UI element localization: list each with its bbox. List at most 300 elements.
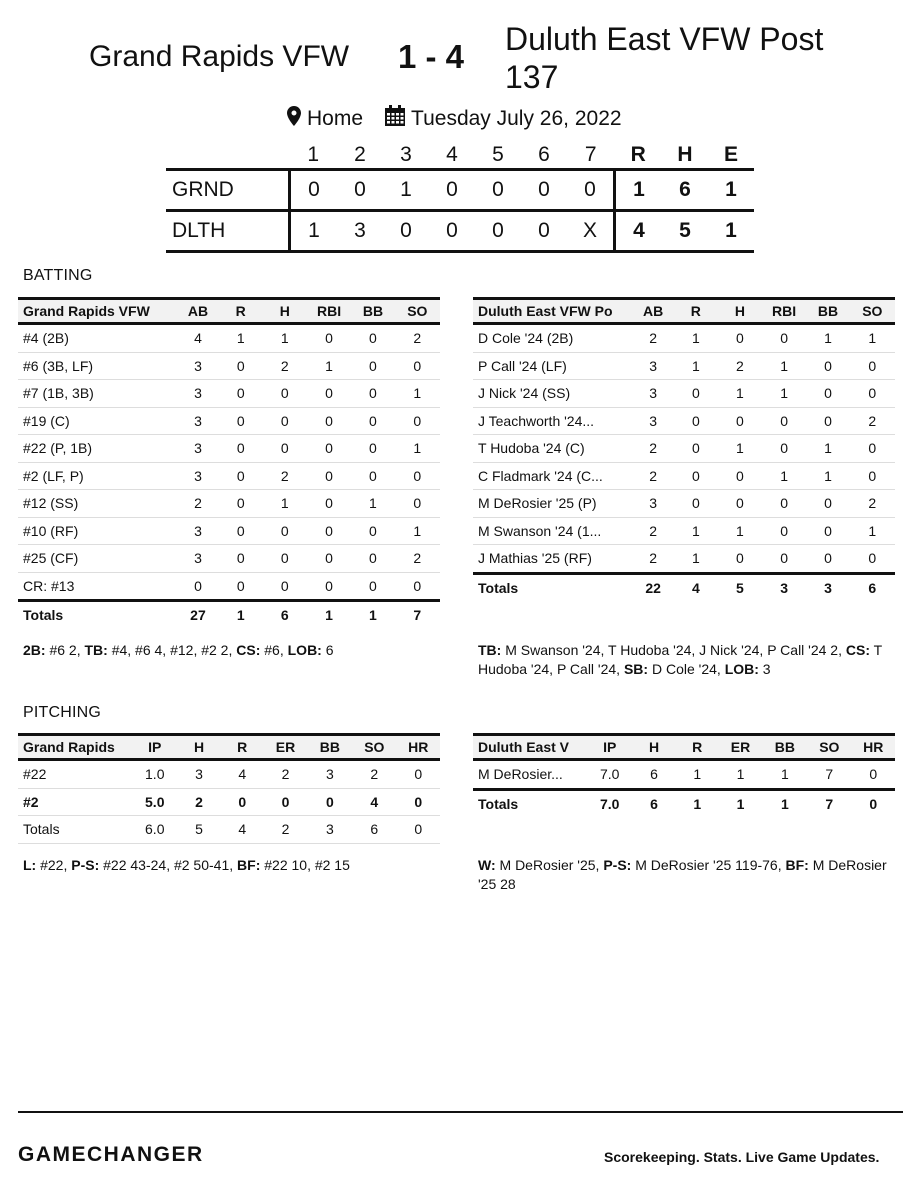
stat-cell: 1	[762, 380, 806, 408]
map-pin-icon	[287, 106, 301, 132]
player-name: C Fladmark '24 (C...	[473, 462, 632, 490]
totals-row	[18, 601, 440, 629]
stat-cell: 3	[632, 490, 673, 518]
total-cell: 0	[852, 789, 895, 817]
stat-cell: 1	[850, 324, 895, 353]
total-cell: 6	[850, 573, 895, 601]
table-header-row	[473, 735, 895, 760]
linescore-header-row	[166, 142, 754, 170]
stat-cell: 2	[263, 760, 307, 789]
total-cell: 7	[807, 789, 851, 817]
inning-score: 0	[567, 170, 615, 211]
total-cell: 1	[307, 601, 351, 629]
column-header: H	[718, 299, 762, 324]
column-header: SO	[807, 735, 851, 760]
column-header: H	[632, 735, 676, 760]
note-text: #6 2,	[45, 642, 85, 658]
inning-score: 0	[429, 170, 475, 211]
stat-cell: 2	[177, 788, 221, 816]
total-cell: 7	[395, 601, 440, 629]
stat-cell: 6	[352, 816, 396, 844]
total-cell: 3	[806, 573, 849, 601]
stat-cell: 3	[177, 352, 218, 380]
table-row	[18, 760, 440, 789]
player-name: J Mathias '25 (RF)	[473, 545, 632, 574]
stat-cell: 3	[177, 462, 218, 490]
note-text: #4, #6 4, #12, #2 2,	[107, 642, 237, 658]
stat-cell: 2	[632, 324, 673, 353]
inning-score: 1	[383, 170, 429, 211]
stat-cell: 2	[352, 760, 396, 789]
stat-cell: 3	[177, 545, 218, 573]
note-label: TB:	[478, 642, 502, 658]
player-name: #10 (RF)	[18, 517, 177, 545]
table-row	[18, 324, 440, 353]
table-row	[18, 788, 440, 816]
stat-cell: 0	[351, 324, 394, 353]
stat-cell: 3	[177, 380, 218, 408]
stat-cell: 1	[763, 760, 807, 790]
stat-cell: 2	[632, 462, 673, 490]
stat-cell: 1	[674, 545, 718, 574]
table-row	[473, 352, 895, 380]
stat-cell: 5.0	[133, 788, 177, 816]
total-cell: 7.0	[588, 789, 632, 817]
inning-score: X	[567, 211, 615, 252]
game-info	[287, 105, 622, 132]
column-header: R	[674, 299, 718, 324]
column-header: H	[263, 299, 307, 324]
stat-cell: 0	[351, 462, 394, 490]
player-name: Totals	[18, 816, 133, 844]
inning-header: 7	[584, 143, 597, 166]
inning-header: 3	[400, 143, 412, 166]
player-name: #2	[18, 788, 133, 816]
inning-score: 3	[337, 211, 383, 252]
player-name: T Hudoba '24 (C)	[473, 435, 632, 463]
stat-cell: 0	[762, 324, 806, 353]
stat-cell: 0	[307, 545, 351, 573]
table-row	[18, 545, 440, 573]
note-label: P-S:	[71, 857, 100, 873]
linescore-row-away	[166, 170, 754, 211]
note-label: CS:	[845, 642, 870, 658]
stat-cell: 0	[806, 517, 849, 545]
stat-cell: 0	[263, 380, 307, 408]
stat-cell: 0	[263, 435, 307, 463]
note-text: #22,	[36, 857, 72, 873]
table-row	[473, 517, 895, 545]
stat-cell: 0	[762, 490, 806, 518]
hits-total: 6	[662, 170, 708, 211]
inning-header: 5	[492, 143, 504, 166]
player-name: J Nick '24 (SS)	[473, 380, 632, 408]
runs-total: 1	[615, 170, 663, 211]
stat-cell: 0	[762, 517, 806, 545]
stat-cell: 5	[177, 816, 221, 844]
note-label: LOB:	[287, 642, 322, 658]
column-header: ER	[263, 735, 307, 760]
inning-score: 0	[521, 170, 567, 211]
stat-cell: 0	[219, 572, 263, 601]
stat-cell: 0	[674, 380, 718, 408]
total-cell: 1	[718, 789, 762, 817]
inning-score: 0	[337, 170, 383, 211]
table-row	[18, 435, 440, 463]
stat-cell: 2	[263, 352, 307, 380]
stat-cell: 0	[397, 760, 440, 789]
stat-cell: 1	[676, 760, 718, 790]
inning-header: 2	[354, 143, 366, 166]
table-row	[18, 572, 440, 601]
stat-cell: 0	[718, 407, 762, 435]
stat-cell: 0	[263, 572, 307, 601]
hits-header: H	[677, 143, 693, 166]
player-name: M DeRosier '25 (P)	[473, 490, 632, 518]
inning-score: 0	[475, 170, 521, 211]
stat-cell: 0	[806, 380, 849, 408]
table-row	[473, 462, 895, 490]
stat-cell: 3	[177, 517, 218, 545]
total-cell: 1	[219, 601, 263, 629]
linescore-row-home	[166, 211, 754, 252]
stat-cell: 0	[219, 435, 263, 463]
totals-row	[473, 573, 895, 601]
note-label: LOB:	[724, 661, 759, 677]
inning-header: 4	[446, 143, 458, 166]
stat-cell: 0	[219, 407, 263, 435]
stat-cell: 2	[632, 517, 673, 545]
stat-cell: 1	[395, 380, 440, 408]
stat-cell: 0	[263, 545, 307, 573]
stat-cell: 0	[674, 407, 718, 435]
stat-cell: 0	[397, 816, 440, 844]
note-text: M DeRosier '25 28	[478, 857, 887, 892]
stat-cell: 0	[263, 517, 307, 545]
note-label: BF:	[237, 857, 261, 873]
table-header-row	[473, 299, 895, 324]
pitching-notes-away	[23, 856, 433, 875]
note-text: M DeRosier '25 119-76,	[631, 857, 786, 873]
stat-cell: 6	[632, 760, 676, 790]
stat-cell: 0	[308, 788, 352, 816]
stat-cell: 3	[632, 352, 673, 380]
footer-divider	[18, 1111, 903, 1113]
table-team-header: Grand Rapids	[18, 735, 133, 760]
column-header: BB	[351, 299, 394, 324]
stat-cell: 7	[807, 760, 851, 790]
table-row	[473, 490, 895, 518]
stat-cell: 1	[263, 324, 307, 353]
errors-total: 1	[708, 211, 754, 252]
stat-cell: 1	[395, 517, 440, 545]
batting-section-title: BATTING	[23, 267, 93, 284]
player-name: M DeRosier...	[473, 760, 588, 790]
note-label: P-S:	[603, 857, 632, 873]
stat-cell: 0	[852, 760, 895, 790]
stat-cell: 0	[221, 788, 263, 816]
column-header: IP	[588, 735, 632, 760]
note-text: T Hudoba '24, P Call '24,	[478, 642, 882, 677]
runs-total: 4	[615, 211, 663, 252]
column-header: R	[676, 735, 718, 760]
hits-total: 5	[662, 211, 708, 252]
stat-cell: 2	[850, 407, 895, 435]
table-row	[473, 545, 895, 574]
player-name: #7 (1B, 3B)	[18, 380, 177, 408]
linescore-table	[166, 142, 754, 253]
note-label: BF:	[785, 857, 809, 873]
stat-cell: 2	[177, 490, 218, 518]
column-header: SO	[850, 299, 895, 324]
stat-cell: 2	[263, 816, 307, 844]
game-date: Tuesday July 26, 2022	[411, 106, 622, 130]
table-row	[473, 324, 895, 353]
note-text: #22 10, #2 15	[260, 857, 350, 873]
stat-cell: 2	[850, 490, 895, 518]
away-team-name: Grand Rapids VFW	[89, 40, 350, 73]
totals-label: Totals	[18, 601, 177, 629]
stat-cell: 0	[395, 572, 440, 601]
player-name: P Call '24 (LF)	[473, 352, 632, 380]
errors-total: 1	[708, 170, 754, 211]
stat-cell: 0	[351, 517, 394, 545]
stat-cell: 3	[177, 407, 218, 435]
stat-cell: 0	[718, 462, 762, 490]
gamechanger-logo: GAMECHANGER	[18, 1143, 204, 1166]
player-name: #6 (3B, LF)	[18, 352, 177, 380]
note-text: #6,	[260, 642, 288, 658]
table-row	[18, 490, 440, 518]
note-text: M Swanson '24, T Hudoba '24, J Nick '24, P Call '24 2,	[501, 642, 846, 658]
player-name: #4 (2B)	[18, 324, 177, 353]
stat-cell: 2	[718, 352, 762, 380]
stat-cell: 0	[351, 407, 394, 435]
note-text: D Cole '24,	[648, 661, 725, 677]
stat-cell: 1	[307, 352, 351, 380]
player-name: #22	[18, 760, 133, 789]
stat-cell: 2	[395, 545, 440, 573]
stat-cell: 0	[395, 490, 440, 518]
column-header: BB	[308, 735, 352, 760]
column-header: ER	[718, 735, 762, 760]
column-header: AB	[632, 299, 673, 324]
total-cell: 6	[263, 601, 307, 629]
stat-cell: 0	[718, 490, 762, 518]
stat-cell: 0	[806, 352, 849, 380]
pitching-table-home	[473, 733, 895, 817]
stat-cell: 1	[718, 380, 762, 408]
column-header: SO	[352, 735, 396, 760]
player-name: #2 (LF, P)	[18, 462, 177, 490]
note-text: #22 43-24, #2 50-41,	[99, 857, 238, 873]
stat-cell: 0	[307, 490, 351, 518]
home-team-name: Duluth East VFW Post 137	[505, 21, 824, 95]
pitching-table-away	[18, 733, 440, 844]
stat-cell: 2	[395, 324, 440, 353]
stat-cell: 0	[351, 435, 394, 463]
stat-cell: 0	[806, 545, 849, 574]
stat-cell: 1	[762, 462, 806, 490]
stat-cell: 3	[177, 435, 218, 463]
stat-cell: 1.0	[133, 760, 177, 789]
batting-table-home	[473, 297, 895, 601]
total-cell: 4	[674, 573, 718, 601]
stat-cell: 1	[718, 435, 762, 463]
stat-cell: 0	[850, 462, 895, 490]
column-header: HR	[852, 735, 895, 760]
stat-cell: 0	[307, 435, 351, 463]
stat-cell: 0	[263, 407, 307, 435]
note-label: W:	[478, 857, 496, 873]
team-abbr: DLTH	[166, 211, 290, 252]
stat-cell: 0	[850, 435, 895, 463]
stat-cell: 3	[308, 816, 352, 844]
column-header: R	[221, 735, 263, 760]
inning-header: 6	[538, 143, 550, 166]
stat-cell: 0	[674, 462, 718, 490]
column-header: BB	[763, 735, 807, 760]
stat-cell: 3	[308, 760, 352, 789]
player-name: #19 (C)	[18, 407, 177, 435]
table-row	[18, 462, 440, 490]
game-location: Home	[307, 106, 364, 130]
footer-tagline: Scorekeeping. Stats. Live Game Updates.	[604, 1149, 880, 1165]
total-cell: 1	[763, 789, 807, 817]
stat-cell: 7.0	[588, 760, 632, 790]
total-cell: 3	[762, 573, 806, 601]
pitching-notes-home	[478, 856, 898, 894]
totals-label: Totals	[473, 789, 588, 817]
note-text: 3	[758, 661, 771, 677]
stat-cell: 0	[219, 490, 263, 518]
stat-cell: 3	[177, 760, 221, 789]
total-cell: 5	[718, 573, 762, 601]
inning-score: 1	[290, 211, 338, 252]
stat-cell: 0	[351, 352, 394, 380]
stat-cell: 0	[307, 572, 351, 601]
player-name: #22 (P, 1B)	[18, 435, 177, 463]
note-text: M DeRosier '25,	[495, 857, 604, 873]
table-row	[473, 435, 895, 463]
stat-cell: 1	[674, 324, 718, 353]
stat-cell: 0	[806, 407, 849, 435]
note-label: L:	[23, 857, 37, 873]
stat-cell: 0	[674, 490, 718, 518]
stat-cell: 0	[850, 380, 895, 408]
total-cell: 1	[351, 601, 394, 629]
totals-row	[473, 789, 895, 817]
stat-cell: 0	[351, 380, 394, 408]
stat-cell: 0	[850, 545, 895, 574]
total-cell: 27	[177, 601, 218, 629]
stat-cell: 3	[632, 407, 673, 435]
inning-score: 0	[475, 211, 521, 252]
stat-cell: 2	[632, 545, 673, 574]
calendar-icon	[385, 105, 405, 132]
column-header: AB	[177, 299, 218, 324]
inning-score: 0	[521, 211, 567, 252]
stat-cell: 0	[762, 435, 806, 463]
stat-cell: 0	[718, 545, 762, 574]
table-row	[18, 517, 440, 545]
column-header: BB	[806, 299, 849, 324]
player-name: #25 (CF)	[18, 545, 177, 573]
stat-cell: 4	[177, 324, 218, 353]
note-label: TB:	[84, 642, 108, 658]
total-cell: 1	[676, 789, 718, 817]
stat-cell: 1	[263, 490, 307, 518]
stat-cell: 1	[674, 517, 718, 545]
stat-cell: 1	[806, 462, 849, 490]
table-team-header: Duluth East V	[473, 735, 588, 760]
inning-score: 0	[429, 211, 475, 252]
stat-cell: 0	[395, 352, 440, 380]
table-team-header: Duluth East VFW Po	[473, 299, 632, 324]
stat-cell: 0	[762, 545, 806, 574]
note-label: 2B:	[23, 642, 46, 658]
column-header: RBI	[307, 299, 351, 324]
stat-cell: 0	[219, 545, 263, 573]
stat-cell: 0	[674, 435, 718, 463]
stat-cell: 0	[307, 407, 351, 435]
player-name: J Teachworth '24...	[473, 407, 632, 435]
stat-cell: 4	[221, 816, 263, 844]
team-abbr: GRND	[166, 170, 290, 211]
batting-notes-home	[478, 641, 898, 679]
stat-cell: 0	[219, 462, 263, 490]
batting-table-away	[18, 297, 440, 628]
player-name: #12 (SS)	[18, 490, 177, 518]
column-header: R	[219, 299, 263, 324]
stat-cell: 4	[221, 760, 263, 789]
stat-cell: 0	[177, 572, 218, 601]
table-row	[18, 816, 440, 844]
column-header: SO	[395, 299, 440, 324]
stat-cell: 1	[219, 324, 263, 353]
stat-cell: 0	[395, 407, 440, 435]
table-header-row	[18, 735, 440, 760]
table-row	[18, 352, 440, 380]
inning-score: 0	[290, 170, 338, 211]
column-header: HR	[397, 735, 440, 760]
player-name: CR: #13	[18, 572, 177, 601]
batting-notes-away	[23, 641, 433, 660]
stat-cell: 0	[219, 380, 263, 408]
table-header-row	[18, 299, 440, 324]
stat-cell: 0	[263, 788, 307, 816]
stat-cell: 6.0	[133, 816, 177, 844]
errors-header: E	[723, 143, 738, 166]
stat-cell: 1	[395, 435, 440, 463]
stat-cell: 2	[632, 435, 673, 463]
stat-cell: 3	[632, 380, 673, 408]
stat-cell: 0	[850, 352, 895, 380]
note-label: SB:	[623, 661, 649, 677]
stat-cell: 0	[307, 517, 351, 545]
note-label: CS:	[236, 642, 261, 658]
stat-cell: 1	[674, 352, 718, 380]
table-row	[473, 407, 895, 435]
table-row	[18, 407, 440, 435]
column-header: IP	[133, 735, 177, 760]
stat-cell: 0	[307, 324, 351, 353]
stat-cell: 0	[718, 324, 762, 353]
stat-cell: 1	[351, 490, 394, 518]
stat-cell: 0	[219, 517, 263, 545]
stat-cell: 0	[762, 407, 806, 435]
table-team-header: Grand Rapids VFW	[18, 299, 177, 324]
